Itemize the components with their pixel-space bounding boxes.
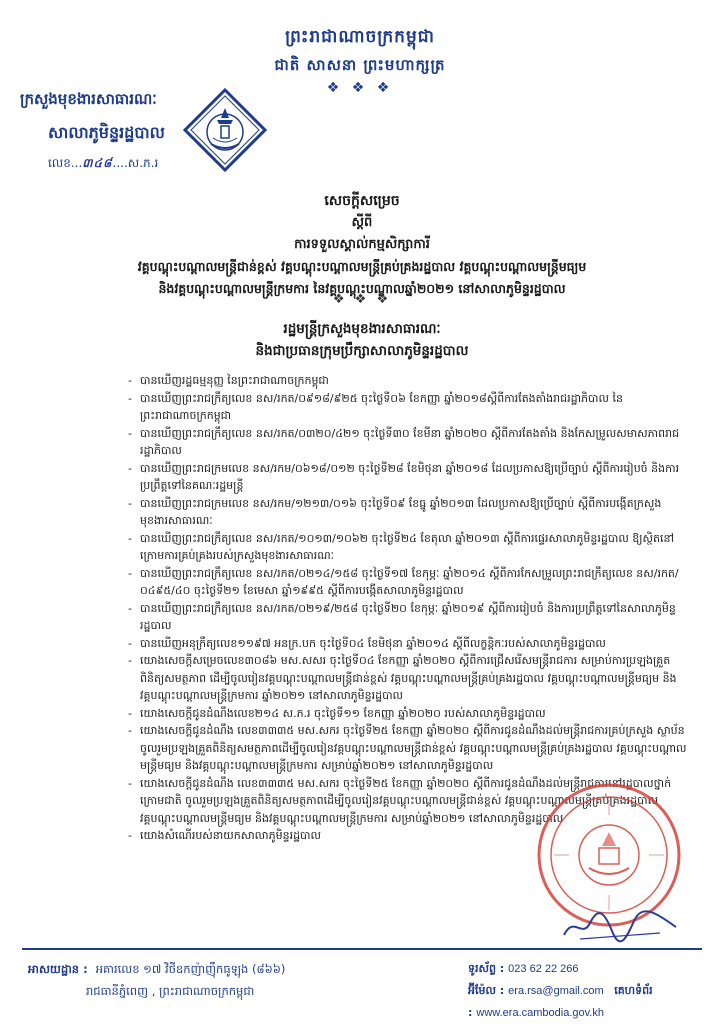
reference-item: - បានឃើញព្រះរាជក្រឹត្យលេខ នស/រកត/០២១៩/២៥៨ ចុះថ្ងៃទី២០ ខែកុម្ភៈ ឆ្នាំ២០១៩ ស្តីពីការរៀបចំ និងការប្រព្រឹត្តទៅនៃសាលាភូមិន្ទរដ្ឋបាល [128,600,688,635]
phone-label: ទូរស័ព្ទ : [468,962,505,975]
authority-minister: រដ្ឋមន្ត្រីក្រសួងមុខងារសាធារណៈ [283,321,441,337]
ref-number: ៣៤៨ [82,156,113,170]
school-name: សាលាភូមិន្ទរដ្ឋបាល [48,123,165,142]
decision-course-year: និងវគ្គបណ្តុះបណ្តាលមន្ត្រីក្រមការ នៃវគ្គបណ្តុះបណ្តាលឆ្នាំ២០២១ នៅសាលាភូមិន្ទរដ្ឋបាល [158,281,566,296]
ref-suffix: ....ស.ភ.រ [112,156,159,170]
decision-title-block [40,190,684,300]
website-label: គេហទំព័រ : [468,984,653,1019]
reference-item: - បានឃើញរដ្ឋធម្មនុញ្ញ នៃព្រះរាជាណាចក្រកម្ពុជា [128,372,688,390]
website-link[interactable]: www.era.cambodia.gov.kh [476,1007,604,1019]
phone-value[interactable]: 023 62 22 266 [508,963,579,975]
authority-chair: និងជាប្រធានក្រុមប្រឹក្សាសាលាភូមិន្ទរដ្ឋបាល [255,343,469,359]
reference-item: - បានឃើញព្រះរាជក្រឹត្យលេខ នស/រកត/១០១៣/១០៦២ ចុះថ្ងៃទី២៤ ខែតុលា ឆ្នាំ២០១៣ ស្តីពីការផ្ទេរសាលាភូមិន្ទរដ្ឋបាល ឱ្យស្ថិតនៅក្រោមការគ្រប់គ្រងរបស់ក្រសួងមុខងារសាធារណៈ [128,530,688,565]
decision-course-list: វគ្គបណ្តុះបណ្តាលមន្ត្រីជាន់ខ្ពស់ វគ្គបណ្តុះបណ្តាលមន្ត្រីគ្រប់គ្រងរដ្ឋបាល វគ្គបណ្តុះបណ្តាលមន្ត្រីមធ្យម [137,259,587,274]
kingdom-heading: ព្រះរាជាណាចក្រកម្ពុជា [285,27,435,47]
motto-ornament: ❖ ❖ ❖ [326,80,394,96]
signature [560,905,680,945]
reference-item: - បានឃើញព្រះរាជក្រឹត្យលេខ នស/រកត/០៣២០/៤២១ ចុះថ្ងៃទី៣០ ខែមីនា ឆ្នាំ២០២០ ស្តីពីការតែងតាំង និងកែសម្រួលសមាសភាពរាជរដ្ឋាភិបាល [128,425,688,460]
ministry-name: ក្រសួងមុខងារសាធារណៈ [20,90,157,108]
email-label: អ៊ីម៉ែល : [468,984,505,997]
national-motto: ជាតិ សាសនា ព្រះមហាក្សត្រ [274,56,446,74]
reference-item: - យោងសេចក្តីសម្រេចលេខ៣០៨៦ មស.សសរ ចុះថ្ងៃទី០៤ ខែកញ្ញា ឆ្នាំ២០២០ ស្តីពីការជ្រើសរើសមន្ត្រីរាជការ សម្រាប់ការប្រឡងគ្រួតពិនិត្យសមត្ថភាព ដើម្បីចូលរៀនវគ្គបណ្តុះបណ្តាលមន្ត្រីជាន់ខ្ពស់ វគ្គបណ្តុះបណ្តាលមន្ត្រីគ្រប់គ្រងរដ្ឋបាល វគ្គបណ្តុះបណ្តាលមន្ត្រីមធ្យម និងវគ្គបណ្តុះបណ្តាលមន្ត្រីក្រមការ ឆ្នាំ២០២១ នៅសាលាភូមិន្ទរដ្ឋបាល [128,652,688,705]
reference-item: - បានឃើញអនុក្រឹត្យលេខ១១៩៧ អនក្រ.បក ចុះថ្ងៃទី០៤ ខែមិថុនា ឆ្នាំ២០១៤ ស្តីពីលក្ខន្តិកៈរបស់សាលាភូមិន្ទរដ្ឋបាល [128,635,688,653]
school-emblem-logo [183,88,267,172]
reference-item: - យោងសេចក្តីជូនដំណឹងលេខ២១៤ ស.ភ.រ ចុះថ្ងៃទី១១ ខែកញ្ញា ឆ្នាំ២០២០ របស់សាលាភូមិន្ទរដ្ឋបាល [128,705,688,723]
title-ornament: ❖ ❖ ❖ [332,292,392,307]
ref-prefix: លេខ... [48,156,83,170]
decision-title: សេចក្តីសម្រេច [324,193,400,209]
decision-subject: ការទទួលស្គាល់កម្មសិក្សាការី [294,237,430,252]
legal-references-list [128,372,688,845]
address-line1: អគារលេខ ១៧ វិថីឧកញ៉ាញ៉ឹកធូឡុង (៨៦៦) [95,962,286,976]
reference-item: - បានឃើញព្រះរាជក្រមលេខ នស/រកម/០៦១៨/០១២ ចុះថ្ងៃទី២៨ ខែមិថុនា ឆ្នាំ២០១៨ ដែលប្រកាសឱ្យប្រើច្បាប់ ស្តីពីការរៀបចំ និងការប្រព្រឹត្តទៅនៃគណៈរដ្ឋមន្ត្រី [128,460,688,495]
footer-address [28,958,285,1002]
address-line2: រាជធានីភ្នំពេញ , ព្រះរាជាណាចក្រកម្ពុជា [86,984,255,998]
reference-number [48,155,158,173]
footer-divider [22,948,702,950]
reference-item: - បានឃើញព្រះរាជក្រមលេខ នស/រកម/១២១៣/០១៦ ចុះថ្ងៃទី០៩ ខែធ្នូ ឆ្នាំ២០១៣ ដែលប្រកាសឱ្យប្រើច្បាប់ ស្តីពីការបង្កើតក្រសួងមុខងារសាធារណៈ [128,495,688,530]
footer-contacts [468,958,724,1024]
reference-item: - បានឃើញព្រះរាជក្រឹត្យលេខ នស/រកត/០២១៤/១៥៨ ចុះថ្ងៃទី១៧ ខែកុម្ភៈ ឆ្នាំ២០១៤ ស្តីពីការកែសម្រួលព្រះរាជក្រឹត្យលេខ នស/រកត/០៤៩៥/៤០ ចុះថ្ងៃទី២១ ខែមេសា ឆ្នាំ១៩៩៥ ស្តីពីការបង្កើតសាលាភូមិន្ទរដ្ឋបាល [128,565,688,600]
decision-subject-label: ស្តីពី [351,215,373,230]
reference-item: - យោងសេចក្តីជូនដំណឹង លេខ៣៣៣៥ មស.សករ ចុះថ្ងៃទី២៥ ខែកញ្ញា ឆ្នាំ២០២០ ស្តីពីការជូនដំណឹងដល់មន្ត្រីរាជការនៅរដ្ឋបាលថ្នាក់ក្រោមជាតិ ចូលរួមប្រឡងគ្រួតពិនិត្យសមត្ថភាពដើម្បីចូលរៀនវគ្គបណ្តុះបណ្តាលមន្ត្រីជាន់ខ្ពស់ វគ្គបណ្តុះបណ្តាលមន្ត្រីគ្រប់គ្រងរដ្ឋបាល វគ្គបណ្តុះបណ្តាលមន្ត្រីមធ្យម និងវគ្គបណ្តុះបណ្តាលមន្ត្រីក្រមការ សម្រាប់ឆ្នាំ២០២១ នៅសាលាភូមិន្ទរដ្ឋបាល [128,775,688,828]
reference-item: - បានឃើញព្រះរាជក្រឹត្យលេខ នស/រកត/០៩១៨/៩២៥ ចុះថ្ងៃទី០៦ ខែកញ្ញា ឆ្នាំ២០១៨ស្តីពីការតែងតាំងរាជរដ្ឋាភិបាល នៃព្រះរាជាណាចក្រកម្ពុជា [128,390,688,425]
reference-item: - យោងសំណើរបស់នាយកសាលាភូមិន្ទរដ្ឋបាល [128,827,688,845]
email-link[interactable]: era.rsa@gmail.com [508,985,604,997]
address-label: អាសយដ្ឋាន : [28,962,88,976]
issuing-authority [40,318,684,362]
reference-item: - យោងសេចក្តីជូនដំណឹង លេខ៣៣៣៥ មស.សករ ចុះថ្ងៃទី២៥ ខែកញ្ញា ឆ្នាំ២០២០ ស្តីពីការជូនដំណឹងដល់មន្ត្រីរាជការគ្រប់ក្រសួង ស្ថាប័ន ចូលរួមប្រឡងគ្រួតពិនិត្យសមត្ថភាពដើម្បីចូលរៀនវគ្គបណ្តុះបណ្តាលមន្ត្រីជាន់ខ្ពស់ វគ្គបណ្តុះបណ្តាលមន្ត្រីគ្រប់គ្រងរដ្ឋបាល វគ្គបណ្តុះបណ្តាលមន្ត្រីមធ្យម និងវគ្គបណ្តុះបណ្តាលមន្ត្រីក្រមការ សម្រាប់ឆ្នាំ២០២១ នៅសាលាភូមិន្ទរដ្ឋបាល [128,722,688,775]
